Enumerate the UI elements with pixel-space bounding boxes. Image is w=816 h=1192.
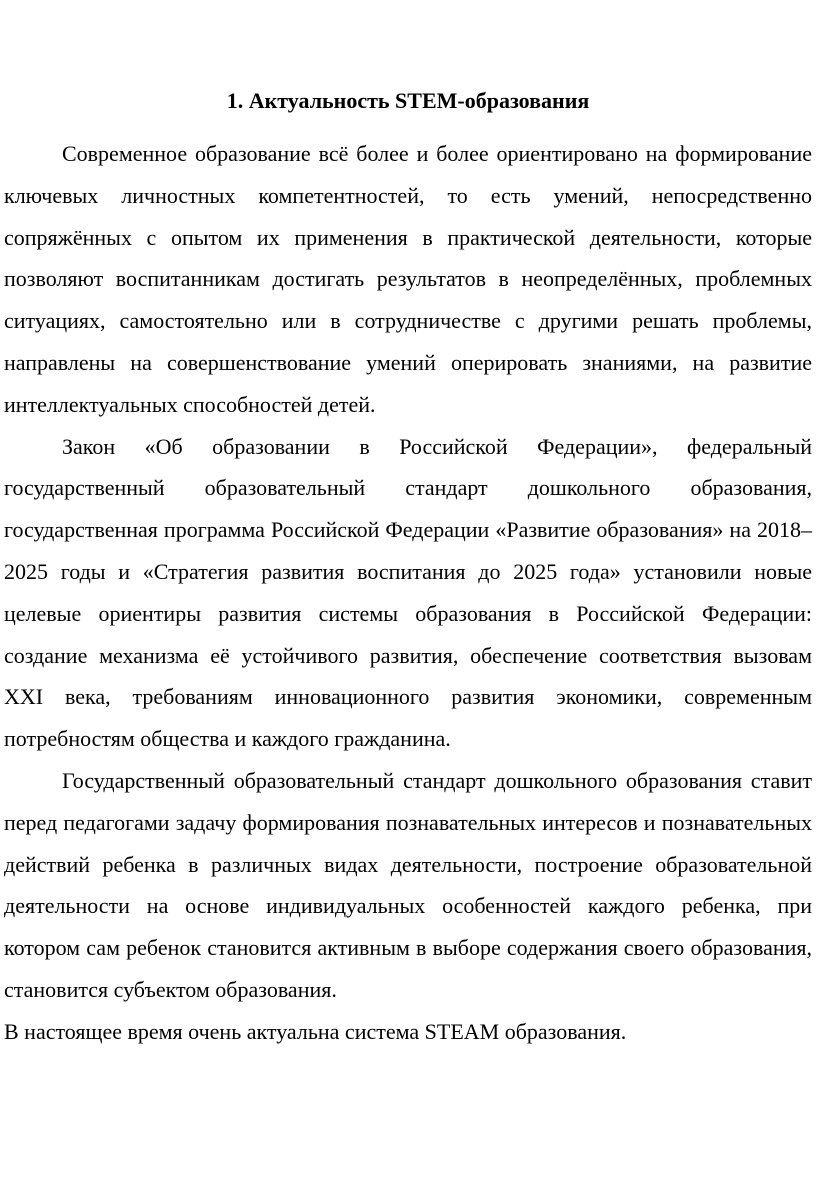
section-heading: 1. Актуальность STEM-образования: [226, 88, 590, 113]
paragraph-state-standard: Государственный образовательный стандарт дошкольного образования ставит перед педагогами задачу формирования познавательных интересов и познавательных действий ребенка в различных видах деятельности, построение образовательной деятельности на основе индивидуальных особенностей каждого ребенка, при котором сам ребенок становится активным в выборе содержания своего образования, становится субъектом образования.: [4, 767, 812, 1002]
paragraph-modern-education: Современное образование всё более и более ориентировано на формирование ключевых личностных компетентностей, то есть умений, непосредственно сопряжённых с опытом их применения в практической деятельности, которые позволяют воспитанникам достигать результатов в неопределённых, проблемных ситуациях, самостоятельно или в сотрудничестве с другими решать проблемы, направлены на совершенствование умений оперировать знаниями, на развитие интеллектуальных способностей детей.: [4, 141, 812, 417]
paragraph-steam: В настоящее время очень актуальна система STEAM образования.: [4, 1018, 627, 1044]
paragraph-education-law: Закон «Об образовании в Российской Федерации», федеральный государственный образовательный стандарт дошкольного образования, государственная программа Российской Федерации «Развитие образования» на 2018–2025 годы и «Стратегия развития воспитания до 2025 года» установили новые целевые ориентиры развития системы образования в Российской Федерации: создание механизма её устойчивого развития, обеспечение соответствия вызовам XXI века, требованиям инновационного развития экономики, современным потребностям общества и каждого гражданина.: [4, 433, 812, 752]
body-text: [4, 133, 812, 1053]
